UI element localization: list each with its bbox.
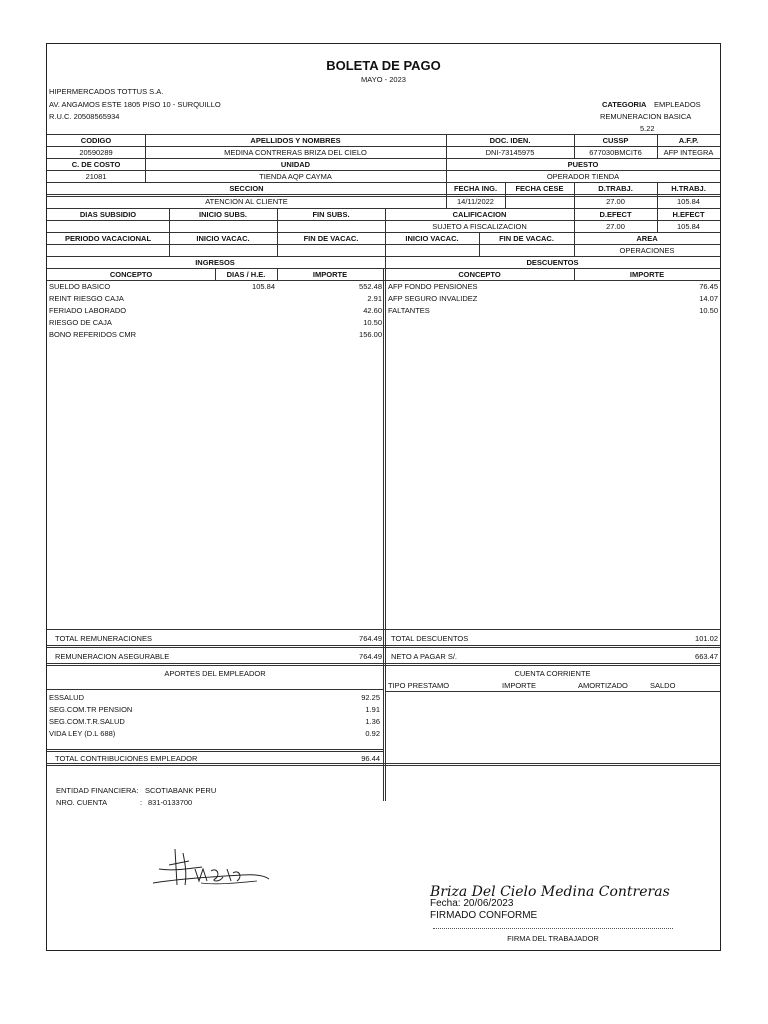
ingreso-importe: 10.50 xyxy=(363,318,382,327)
worker-signature: Briza Del Cielo Medina Contreras xyxy=(430,884,670,900)
firma-trabajador-label: FIRMA DEL TRABAJADOR xyxy=(507,934,599,943)
afp-value: AFP INTEGRA xyxy=(663,148,714,157)
seccion-value: ATENCION AL CLIENTE xyxy=(205,197,288,206)
hefect-value: 105.84 xyxy=(677,222,700,231)
fin-vac-label: FIN DE VACAC. xyxy=(303,234,359,243)
ingreso-importe: 42.60 xyxy=(363,306,382,315)
ingreso-importe: 2.91 xyxy=(367,294,382,303)
htrabj-label: H.TRABJ. xyxy=(671,184,706,193)
defect-value: 27.00 xyxy=(606,222,625,231)
dtrabj-label: D.TRABJ. xyxy=(598,184,633,193)
aporte-concepto: VIDA LEY (D.L 688) xyxy=(49,729,116,738)
periodo-vac-label: PERIODO VACACIONAL xyxy=(64,234,152,243)
puesto-value: OPERADOR TIENDA xyxy=(546,172,620,181)
inicio-subs-label: INICIO SUBS. xyxy=(199,210,247,219)
ingresos-label: INGRESOS xyxy=(195,258,235,267)
htrabj-value: 105.84 xyxy=(677,197,700,206)
payslip-document xyxy=(46,43,721,951)
aporte-importe: 1.91 xyxy=(365,705,380,714)
document-title: BOLETA DE PAGO xyxy=(326,58,441,73)
defect-label: D.EFECT xyxy=(599,210,632,219)
aporte-importe: 0.92 xyxy=(365,729,380,738)
descuento-importe: 10.50 xyxy=(699,306,718,315)
total-desc-value: 101.02 xyxy=(695,634,718,643)
ingreso-concepto: RIESGO DE CAJA xyxy=(49,318,112,327)
rem-aseg-value: 764.49 xyxy=(359,652,382,661)
descuento-concepto: FALTANTES xyxy=(388,306,430,315)
costo-value: 21081 xyxy=(85,172,107,181)
fecha-ing-label: FECHA ING. xyxy=(453,184,498,193)
aportes-label: APORTES DEL EMPLEADOR xyxy=(164,669,266,678)
descuentos-col-concepto: CONCEPTO xyxy=(458,270,501,279)
aporte-concepto: SEG.COM.T.R.SALUD xyxy=(49,717,125,726)
calificacion-value: SUJETO A FISCALIZACION xyxy=(432,222,527,231)
fin-vac2-label: FIN DE VACAC. xyxy=(499,234,554,243)
descuento-importe: 14.07 xyxy=(699,294,718,303)
fecha-ing-value: 14/11/2022 xyxy=(457,197,494,206)
total-desc-label: TOTAL DESCUENTOS xyxy=(391,634,469,643)
descuentos-col-importe: IMPORTE xyxy=(629,270,665,279)
nombres-label: APELLIDOS Y NOMBRES xyxy=(250,136,341,145)
cussp-value: 677030BMCIT6 xyxy=(589,148,642,157)
categoria-label: CATEGORIA xyxy=(602,100,647,109)
document-period: MAYO - 2023 xyxy=(361,75,406,84)
entidad-value: SCOTIABANK PERU xyxy=(145,786,217,795)
descuento-concepto: AFP SEGURO INVALIDEZ xyxy=(388,294,478,303)
ingresos-col-concepto: CONCEPTO xyxy=(109,270,153,279)
categoria-value: EMPLEADOS xyxy=(654,100,701,109)
puesto-label: PUESTO xyxy=(567,160,599,169)
total-rem-value: 764.49 xyxy=(359,634,382,643)
inicio-vac-label: INICIO VACAC. xyxy=(196,234,250,243)
cuenta-col-saldo: SALDO xyxy=(650,681,676,690)
entidad-label: ENTIDAD FINANCIERA: xyxy=(56,786,139,795)
aporte-importe: 92.25 xyxy=(361,693,380,702)
doc-label: DOC. IDEN. xyxy=(489,136,531,145)
seccion-label: SECCION xyxy=(229,184,264,193)
fecha-cese-label: FECHA CESE xyxy=(515,184,564,193)
neto-label: NETO A PAGAR S/. xyxy=(391,652,457,661)
dias-subsidio-label: DIAS SUBSIDIO xyxy=(79,210,137,219)
ingresos-col-dias: DIAS / H.E. xyxy=(226,270,266,279)
codigo-label: CODIGO xyxy=(80,136,112,145)
descuento-importe: 76.45 xyxy=(699,282,718,291)
ingreso-concepto: SUELDO BASICO xyxy=(49,282,111,291)
cuenta-sep: : xyxy=(140,798,143,807)
doc-value: DNI-73145975 xyxy=(485,148,535,157)
firmado-conforme: FIRMADO CONFORME xyxy=(430,910,538,921)
cuenta-nro-label: NRO. CUENTA xyxy=(56,798,108,807)
fin-subs-label: FIN SUBS. xyxy=(312,210,350,219)
cussp-label: CUSSP xyxy=(602,136,629,145)
ingreso-dias: 105.84 xyxy=(252,282,275,291)
remuneracion-label: REMUNERACION BASICA xyxy=(600,112,692,121)
company-ruc: R.U.C. 20508565934 xyxy=(49,112,120,121)
calificacion-label: CALIFICACION xyxy=(452,210,507,219)
descuentos-label: DESCUENTOS xyxy=(526,258,579,267)
cuenta-nro-value: 831-0133700 xyxy=(148,798,193,807)
afp-label: A.F.P. xyxy=(678,136,699,145)
ingreso-importe: 156.00 xyxy=(359,330,382,339)
ingreso-concepto: BONO REFERIDOS CMR xyxy=(49,330,137,339)
total-rem-label: TOTAL REMUNERACIONES xyxy=(55,634,152,643)
area-value: OPERACIONES xyxy=(619,246,675,255)
neto-value: 663.47 xyxy=(695,652,718,661)
aporte-concepto: ESSALUD xyxy=(49,693,85,702)
cuenta-col-tipo: TIPO PRESTAMO xyxy=(388,681,450,690)
ingreso-concepto: REINT RIESGO CAJA xyxy=(49,294,124,303)
unidad-label: UNIDAD xyxy=(280,160,311,169)
ingresos-col-importe: IMPORTE xyxy=(312,270,348,279)
cuenta-col-amortizado: AMORTIZADO xyxy=(578,681,628,690)
aporte-concepto: SEG.COM.TR PENSION xyxy=(49,705,133,714)
descuento-concepto: AFP FONDO PENSIONES xyxy=(388,282,478,291)
inicio-vac2-label: INICIO VACAC. xyxy=(405,234,459,243)
remuneracion-value: 5.22 xyxy=(640,124,655,133)
nombres-value: MEDINA CONTRERAS BRIZA DEL CIELO xyxy=(224,148,367,157)
costo-label: C. DE COSTO xyxy=(71,160,121,169)
cuenta-label: CUENTA CORRIENTE xyxy=(514,669,591,678)
hefect-label: H.EFECT xyxy=(672,210,705,219)
company-address: AV. ANGAMOS ESTE 1805 PISO 10 - SURQUILLO xyxy=(49,100,221,109)
total-contrib-label: TOTAL CONTRIBUCIONES EMPLEADOR xyxy=(55,754,198,763)
firma-fecha: Fecha: 20/06/2023 xyxy=(430,898,514,909)
employer-signature-icon xyxy=(147,839,277,899)
ingreso-concepto: FERIADO LABORADO xyxy=(49,306,127,315)
area-label: AREA xyxy=(636,234,658,243)
ingreso-importe: 552.48 xyxy=(359,282,382,291)
unidad-value: TIENDA AQP CAYMA xyxy=(259,172,332,181)
cuenta-col-importe: IMPORTE xyxy=(502,681,537,690)
dtrabj-value: 27.00 xyxy=(606,197,625,206)
codigo-value: 20590289 xyxy=(79,148,113,157)
total-contrib-value: 96.44 xyxy=(361,754,380,763)
aporte-importe: 1.36 xyxy=(365,717,380,726)
rem-aseg-label: REMUNERACION ASEGURABLE xyxy=(55,652,170,661)
company-name: HIPERMERCADOS TOTTUS S.A. xyxy=(49,87,164,96)
